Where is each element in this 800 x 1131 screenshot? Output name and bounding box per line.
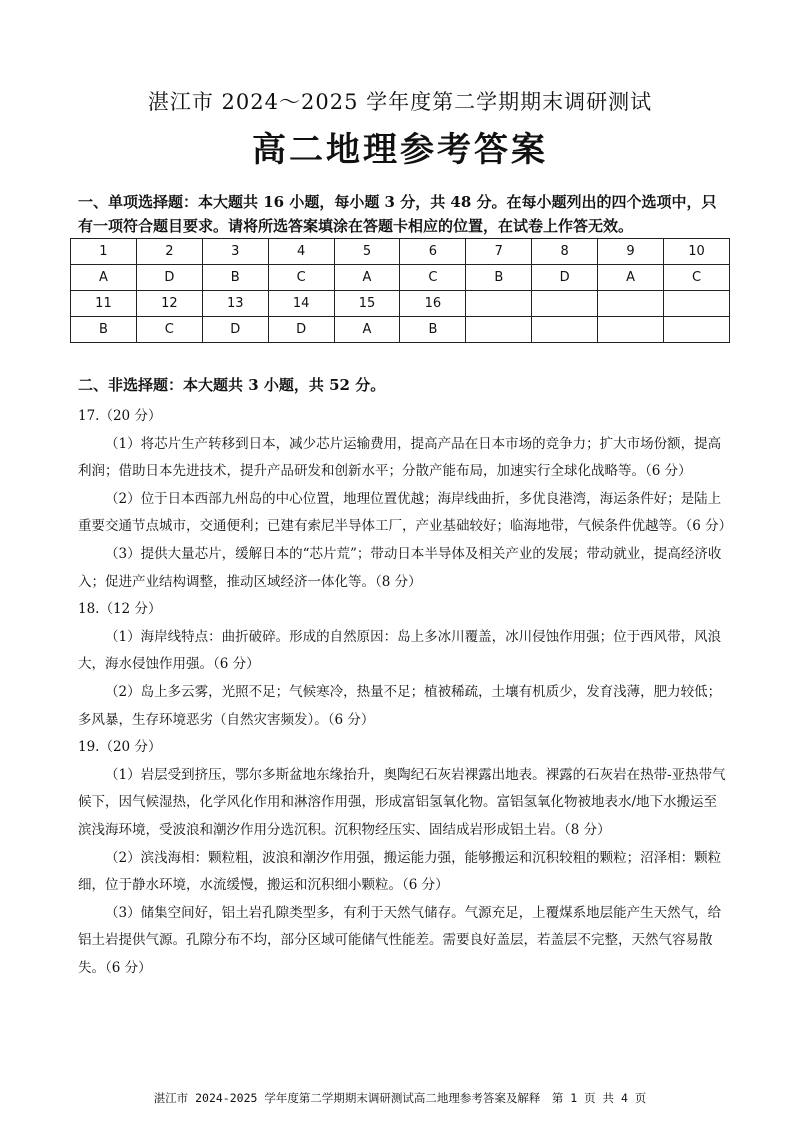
question-number: 3 bbox=[202, 239, 268, 265]
question-number: 7 bbox=[466, 239, 532, 265]
answer-cell: C bbox=[268, 265, 334, 291]
answer-cell: B bbox=[202, 265, 268, 291]
page-title: 高二地理参考答案 bbox=[252, 130, 548, 170]
answer-row-answers-2 bbox=[71, 317, 730, 343]
q17-answer-2: （2）位于日本西部九州岛的中心位置，地理位置优越；海岸线曲折，多优良港湾，海运条件好；是陆上重要交通节点城市，交通便利；已建有索尼半导体工厂，产业基础较好；临海地带，气候条件优越等。（6 分） bbox=[78, 490, 733, 535]
question-number: 5 bbox=[334, 239, 400, 265]
answer-row-answers-1 bbox=[71, 265, 730, 291]
q19-answer-2: （2）滨浅海相：颗粒粗，波浪和潮汐作用强，搬运能力强，能够搬运和沉积较粗的颗粒；沼泽相：颗粒细，位于静水环境，水流缓慢，搬运和沉积细小颗粒。（6 分） bbox=[78, 849, 722, 894]
q18-label: 18.（12 分） bbox=[78, 601, 162, 618]
answer-cell: B bbox=[466, 265, 532, 291]
question-number bbox=[532, 291, 598, 317]
answer-cell: B bbox=[400, 317, 466, 343]
question-number: 13 bbox=[202, 291, 268, 317]
exam-title: 湛江市 2024～2025 学年度第二学期期末调研测试 bbox=[147, 90, 653, 114]
answer-cell: C bbox=[664, 265, 730, 291]
q19-answer-1: （1）岩层受到挤压，鄂尔多斯盆地东缘抬升，奥陶纪石灰岩裸露出地表。裸露的石灰岩在热带-亚热带气候下，因气候湿热，化学风化作用和淋溶作用强，形成富铝氢氧化物。富铝氢氧化物被地表水/地下水搬运至滨浅海环境，受波浪和潮汐作用分选沉积。沉积物经压实、固结成岩形成铝土岩。（8 分） bbox=[78, 766, 726, 838]
answer-row-numbers-1 bbox=[71, 239, 730, 265]
answer-cell bbox=[598, 317, 664, 343]
q18-answer-2: （2）岛上多云雾，光照不足；气候寒冷，热量不足；植被稀疏，土壤有机质少，发育浅薄，肥力较低；多风暴，生存环境恶劣（自然灾害频发）。（6 分） bbox=[78, 683, 722, 728]
answer-cell: B bbox=[71, 317, 137, 343]
section2-heading: 二、非选择题：本大题共 3 小题，共 52 分。 bbox=[78, 376, 386, 394]
answer-cell: D bbox=[532, 265, 598, 291]
section1-heading: 一、单项选择题：本大题共 16 小题，每小题 3 分，共 48 分。在每小题列出的四个选项中，只有一项符合题目要求。请将所选答案填涂在答题卡相应的位置，在试卷上作答无效。 bbox=[78, 193, 717, 235]
q19-answer-3: （3）储集空间好，铝土岩孔隙类型多，有利于天然气储存。气源充足，上覆煤系地层能产生天然气，给铝土岩提供气源。孔隙分布不均，部分区域可能储气性能差。需要良好盖层，若盖层不完整，天然气容易散失。（6 分） bbox=[78, 904, 722, 976]
question-number: 1 bbox=[71, 239, 137, 265]
answer-cell: A bbox=[334, 265, 400, 291]
question-number bbox=[466, 291, 532, 317]
question-number: 6 bbox=[400, 239, 466, 265]
q17-answer-1: （1）将芯片生产转移到日本，减少芯片运输费用，提高产品在日本市场的竞争力；扩大市场份额，提高利润；借助日本先进技术，提升产品研发和创新水平；分散产能布局，加速实行全球化战略等。（6 分） bbox=[78, 435, 722, 480]
question-number: 2 bbox=[136, 239, 202, 265]
answer-cell: D bbox=[136, 265, 202, 291]
answer-cell: D bbox=[202, 317, 268, 343]
answer-cell bbox=[466, 317, 532, 343]
q18-answer-1: （1）海岸线特点：曲折破碎。形成的自然原因：岛上多冰川覆盖，冰川侵蚀作用强；位于西风带，风浪大，海水侵蚀作用强。（6 分） bbox=[78, 628, 722, 673]
page-footer: 湛江市 2024-2025 学年度第二学期期末调研测试高二地理参考答案及解释 第 1 页 共 4 页 bbox=[153, 1091, 647, 1105]
answer-row-numbers-2 bbox=[71, 291, 730, 317]
question-number: 11 bbox=[71, 291, 137, 317]
question-number: 15 bbox=[334, 291, 400, 317]
question-number: 9 bbox=[598, 239, 664, 265]
answer-cell bbox=[532, 317, 598, 343]
q17-answer-3: （3）提供大量芯片，缓解日本的“芯片荒”；带动日本半导体及相关产业的发展；带动就业，提高经济收入；促进产业结构调整，推动区域经济一体化等。（8 分） bbox=[78, 545, 722, 590]
question-number: 10 bbox=[664, 239, 730, 265]
answer-table bbox=[70, 238, 730, 343]
question-number bbox=[598, 291, 664, 317]
answer-cell: C bbox=[400, 265, 466, 291]
answer-cell bbox=[664, 317, 730, 343]
question-number: 12 bbox=[136, 291, 202, 317]
answer-cell: A bbox=[71, 265, 137, 291]
section2-body bbox=[78, 403, 733, 982]
answer-cell: A bbox=[598, 265, 664, 291]
q17-label: 17.（20 分） bbox=[78, 408, 162, 424]
question-number bbox=[664, 291, 730, 317]
answer-cell: D bbox=[268, 317, 334, 343]
answer-cell: C bbox=[136, 317, 202, 343]
question-number: 14 bbox=[268, 291, 334, 317]
q19-label: 19.（20 分） bbox=[78, 739, 162, 756]
answer-cell: A bbox=[334, 317, 400, 343]
question-number: 8 bbox=[532, 239, 598, 265]
question-number: 16 bbox=[400, 291, 466, 317]
question-number: 4 bbox=[268, 239, 334, 265]
